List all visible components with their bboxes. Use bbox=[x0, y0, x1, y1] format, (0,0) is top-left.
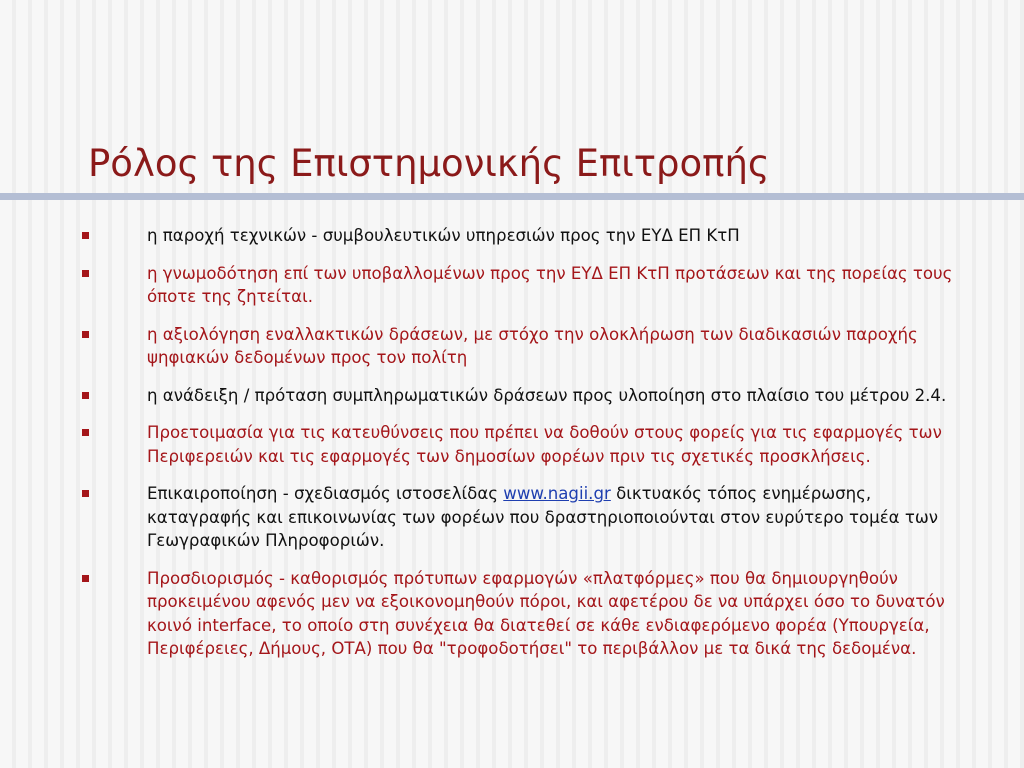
bullet-item bbox=[0, 384, 1024, 408]
square-bullet-icon bbox=[82, 232, 89, 239]
bullet-item bbox=[0, 421, 1024, 468]
square-bullet-icon bbox=[82, 331, 89, 338]
bullet-text: η παροχή τεχνικών - συμβουλευτικών υπηρεσιών προς την ΕΥΔ ΕΠ ΚτΠ bbox=[147, 226, 740, 245]
square-bullet-icon bbox=[82, 429, 89, 436]
bullet-text: η ανάδειξη / πρόταση συμπληρωματικών δράσεων προς υλοποίηση στο πλαίσιο του μέτρου 2.4. bbox=[147, 385, 947, 405]
bullet-text: η αξιολόγηση εναλλακτικών δράσεων, με στόχο την ολοκλήρωση των διαδικασιών παροχής ψηφιακών δεδομένων προς τον πολίτη bbox=[147, 324, 918, 367]
title-divider bbox=[0, 193, 1024, 200]
square-bullet-icon bbox=[82, 392, 89, 399]
bullet-text: η γνωμοδότηση επί των υποβαλλομένων προς την ΕΥΔ ΕΠ ΚτΠ προτάσεων και της πορείας τους όποτε της ζητείται. bbox=[147, 263, 953, 306]
bullet-text-suffix: δικτυακός τόπος ενημέρωσης, καταγραφής και επικοινωνίας των φορέων που δραστηριοποιούνται στον ευρύτερο τομέα των Γεωγραφικών Πληροφοριών. bbox=[147, 484, 939, 550]
bullet-item bbox=[0, 482, 1024, 553]
bullet-text: Προσδιορισμός - καθορισμός πρότυπων εφαρμογών «πλατφόρμες» που θα δημιουργηθούν προκειμένου αφενός μεν να εξοικονομηθούν πόροι, και αφετέρου δε να υπάρχει όσο το δυνατόν κοινό interface, το οποίο στη συνέχεια θα διατεθεί σε κάθε ενδιαφερόμενο φορέα (Υπουργεία, Περιφέρειες, Δήμους, ΟΤΑ) που θα "τροφοδοτήσει" το περιβάλλον με τα δικά της δεδομένα. bbox=[147, 568, 945, 658]
slide-title: Ρόλος της Επιστημονικής Επιτροπής bbox=[88, 142, 770, 185]
square-bullet-icon bbox=[82, 270, 89, 277]
bullet-item bbox=[0, 567, 1024, 661]
nagii-website-link[interactable]: www.nagii.gr bbox=[503, 484, 611, 503]
bullet-item bbox=[0, 224, 1024, 248]
bullet-list bbox=[0, 224, 1024, 675]
square-bullet-icon bbox=[82, 490, 89, 497]
bullet-item bbox=[0, 262, 1024, 309]
bullet-text: Προετοιμασία για τις κατευθύνσεις που πρέπει να δοθούν στους φορείς για τις εφαρμογές των Περιφερειών και τις εφαρμογές των δημοσίων φορέων πριν τις σχετικές προσκλήσεις. bbox=[147, 423, 942, 466]
bullet-item bbox=[0, 323, 1024, 370]
square-bullet-icon bbox=[82, 575, 89, 582]
bullet-text-prefix: Επικαιροποίηση - σχεδιασμός ιστοσελίδας bbox=[147, 484, 504, 503]
